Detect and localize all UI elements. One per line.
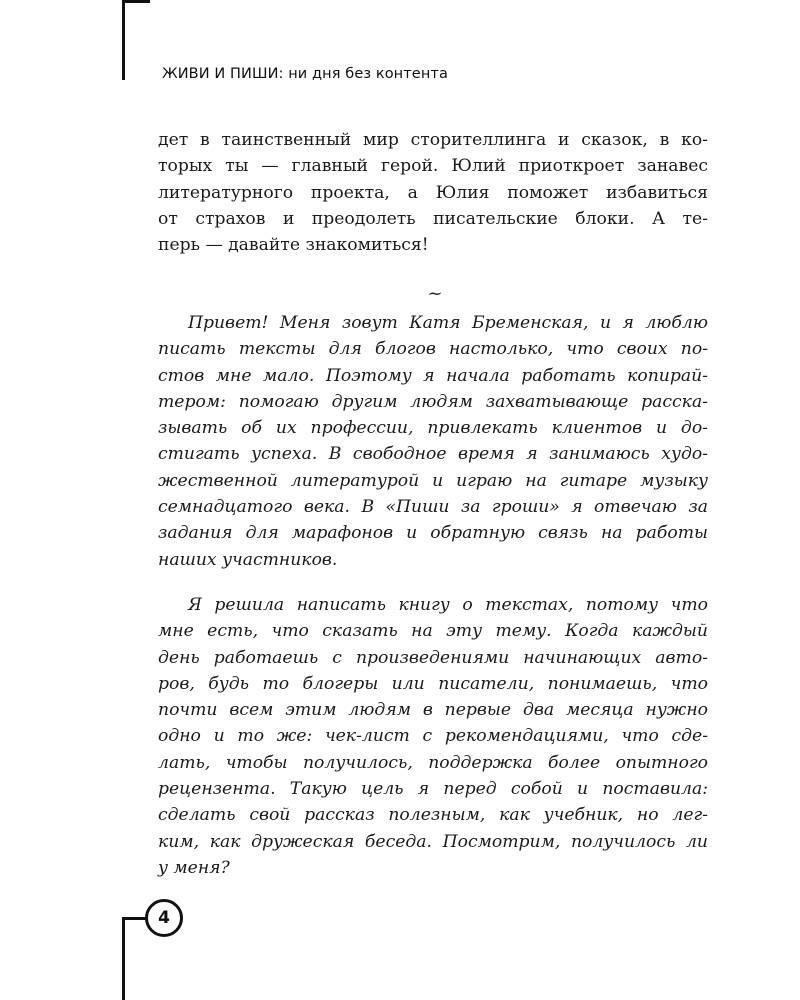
text-line: почти всем этим людям в первые два месяца нужно — [158, 700, 708, 721]
top-bracket-tick — [122, 0, 150, 3]
text-line: зывать об их профессии, привлекать клиентов и до- — [158, 418, 708, 439]
page-number: 4 — [145, 899, 183, 937]
text-line: мне есть, что сказать на эту тему. Когда каждый — [158, 621, 708, 642]
text-line: писать тексты для блогов настолько, что своих по- — [158, 339, 708, 360]
top-bracket-line — [122, 0, 125, 80]
text-line: тером: помогаю другим людям захватывающе расска- — [158, 391, 708, 412]
text-line: семнадцатого века. В «Пиши за гроши» я отвечаю за — [158, 497, 708, 518]
text-line: стов мне мало. Поэтому я начала работать копирай- — [158, 365, 708, 386]
text-line: литературного проекта, а Юлия поможет избавиться — [158, 182, 708, 203]
text-line: Привет! Меня зовут Катя Бременская, и я люблю — [188, 313, 708, 333]
text-line: перь — давайте знакомиться! — [158, 235, 429, 256]
text-line: лать, чтобы получилось, поддержка более опытного — [158, 752, 708, 773]
text-line: день работаешь с произведениями начинающих авто- — [158, 647, 708, 668]
text-line: сделать свой рассказ полезным, как учебник, но лег- — [158, 805, 708, 826]
text-line: стигать успеха. В свободное время я занимаюсь худо- — [158, 444, 708, 465]
text-line: дет в таинственный мир сторителлинга и сказок, в ко- — [158, 130, 708, 150]
author-intro-paragraph — [158, 310, 708, 573]
book-motivation-paragraph — [158, 592, 708, 881]
bottom-bracket-line — [122, 917, 125, 1000]
text-line: Я решила написать книгу о текстах, потому что — [188, 595, 708, 615]
running-header: ЖИВИ И ПИШИ: ни дня без контента — [162, 66, 448, 82]
text-line: рецензента. Такую цель я перед собой и поставила: — [158, 779, 708, 800]
text-line: наших участников. — [158, 549, 338, 570]
text-line: одно и то же: чек-лист с рекомендациями, что сде- — [158, 726, 708, 747]
text-line: ров, будь то блогеры или писатели, понимаешь, что — [158, 673, 708, 694]
text-line: от страхов и преодолеть писательские блоки. А те- — [158, 208, 708, 229]
section-separator: ~ — [427, 283, 443, 304]
text-line: у меня? — [158, 857, 230, 878]
text-line: жественной литературой и играю на гитаре музыку — [158, 470, 708, 491]
text-line: торых ты — главный герой. Юлий приоткроет занавес — [158, 156, 708, 177]
text-line: задания для марафонов и обратную связь на работы — [158, 523, 708, 544]
intro-paragraph — [158, 127, 708, 258]
text-line: ким, как дружеская беседа. Посмотрим, получилось ли — [158, 831, 708, 852]
